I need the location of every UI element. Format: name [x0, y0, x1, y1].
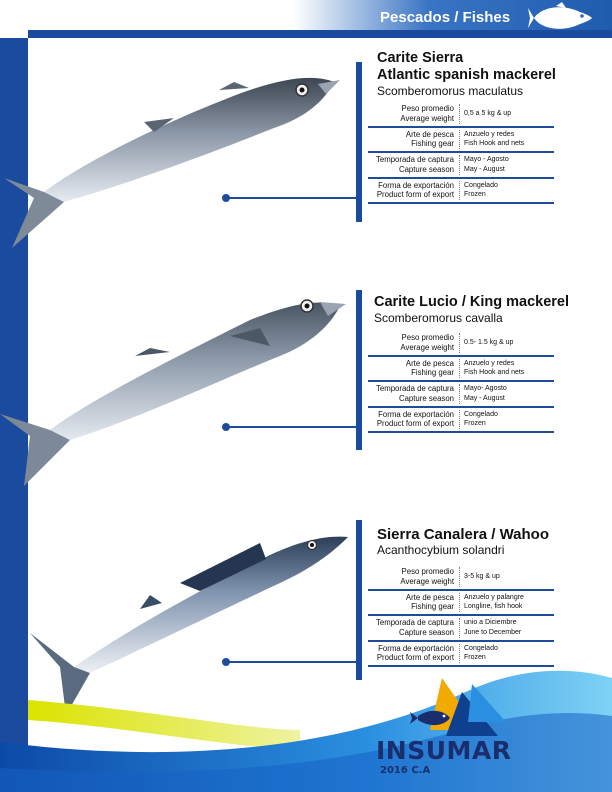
brand-name: INSUMAR — [376, 736, 512, 765]
label-es: Arte de pesca — [405, 129, 454, 139]
label-cell — [368, 384, 454, 403]
table-row — [368, 591, 554, 617]
value-1: 0.5- 1.5 kg & up — [464, 339, 514, 346]
value-2: Frozen — [464, 654, 486, 661]
table-row — [368, 565, 554, 591]
label-es: Peso promedio — [401, 104, 454, 113]
row-separator — [459, 359, 460, 379]
label-es: Temporada de captura — [375, 618, 454, 627]
table-row — [368, 408, 554, 434]
label-en: Fishing gear — [411, 368, 454, 377]
value-cell — [464, 130, 524, 149]
value-2: Frozen — [464, 420, 486, 427]
label-en: Average weight — [400, 113, 454, 123]
pointer-line — [226, 426, 356, 428]
header-underline — [28, 30, 612, 38]
value-1: Mayo - Agosto — [464, 156, 509, 163]
value-cell — [464, 618, 521, 637]
table-row — [368, 331, 554, 357]
label-en: Product form of export — [376, 419, 454, 428]
section-2-bar — [356, 290, 362, 450]
value-1: Congelado — [464, 181, 498, 189]
label-cell — [368, 618, 454, 637]
value-1: Congelado — [464, 410, 498, 418]
row-separator — [459, 104, 460, 124]
label-es: Temporada de captura — [375, 155, 454, 164]
bottom-wave-decoration — [0, 650, 612, 792]
label-en: Fishing gear — [411, 139, 454, 148]
value-1: 3-5 kg & up — [464, 573, 500, 580]
value-cell — [464, 410, 498, 429]
row-separator — [459, 593, 460, 613]
value-2: May - August — [464, 165, 505, 173]
table-row — [368, 153, 554, 179]
row-separator — [459, 181, 460, 201]
fish-1-name-line1: Carite Sierra — [377, 50, 464, 66]
value-cell — [464, 384, 507, 403]
row-separator — [459, 384, 460, 404]
value-1: Anzuelo y redes — [464, 130, 515, 138]
value-2: Fish Hook and nets — [464, 369, 525, 376]
table-row — [368, 128, 554, 154]
page-title: Pescados / Fishes — [380, 9, 511, 26]
label-es: Temporada de captura — [375, 384, 454, 393]
label-en: Capture season — [398, 627, 454, 637]
value-1: unio a Diciembre — [464, 619, 517, 626]
fish-icon — [528, 2, 594, 34]
fish-image-spanish-mackerel — [4, 62, 340, 252]
fish-2-scientific-name: Scomberomorus cavalla — [374, 311, 503, 325]
fish-3-name-line1: Sierra Canalera / Wahoo — [377, 526, 550, 543]
row-separator — [459, 130, 460, 150]
label-en: Capture season — [398, 393, 454, 403]
table-row — [368, 179, 554, 205]
pointer-line — [226, 197, 356, 199]
value-2: May - August — [464, 394, 505, 402]
label-es: Forma de exportación — [378, 180, 454, 190]
fish-1-scientific-name: Scomberomorus maculatus — [377, 84, 524, 98]
insumar-logo-mark — [410, 672, 510, 744]
label-cell — [368, 155, 454, 174]
table-row — [368, 616, 554, 642]
fish-2-name-line1: Carite Lucio / King mackerel — [374, 294, 570, 310]
fish-1-name-line2: Atlantic spanish mackerel — [377, 67, 556, 83]
table-row — [368, 382, 554, 408]
value-2: Fish Hook and nets — [464, 140, 525, 147]
label-cell — [368, 410, 454, 429]
label-es: Peso promedio — [401, 567, 454, 576]
label-en: Average weight — [400, 576, 454, 586]
value-cell — [464, 338, 513, 348]
value-cell — [464, 572, 500, 582]
fish-1-info-table — [368, 102, 554, 204]
value-cell — [464, 359, 524, 378]
value-1: 0,5 a 5 kg & up — [464, 110, 512, 117]
value-cell — [464, 109, 511, 119]
value-2: Frozen — [464, 191, 486, 198]
label-cell — [368, 333, 454, 352]
label-es: Arte de pesca — [405, 358, 454, 368]
fish-3-scientific-name: Acanthocybium solandri — [377, 543, 505, 557]
label-en: Fishing gear — [411, 602, 454, 611]
label-cell — [368, 130, 454, 149]
value-cell — [464, 155, 509, 174]
label-es: Forma de exportación — [378, 643, 454, 653]
label-en: Product form of export — [376, 653, 454, 662]
value-cell — [464, 181, 498, 200]
label-cell — [368, 104, 454, 123]
value-1: Anzuelo y palangre — [464, 593, 524, 601]
value-2: June to December — [464, 628, 522, 636]
value-1: Mayo- Agosto — [464, 385, 507, 392]
label-en: Average weight — [400, 342, 454, 352]
brand-subtitle: 2016 C.A — [380, 765, 431, 776]
section-1-bar — [356, 62, 362, 222]
fish-image-king-mackerel — [0, 290, 350, 490]
label-cell — [368, 359, 454, 378]
table-row — [368, 102, 554, 128]
label-es: Forma de exportación — [378, 409, 454, 419]
fish-2-info-table — [368, 331, 554, 433]
value-cell — [464, 593, 524, 612]
value-2: Longline, fish hook — [464, 603, 523, 610]
label-cell — [368, 181, 454, 200]
value-1: Congelado — [464, 644, 498, 652]
row-separator — [459, 410, 460, 430]
row-separator — [459, 567, 460, 587]
value-1: Anzuelo y redes — [464, 359, 515, 367]
label-en: Product form of export — [376, 190, 454, 199]
row-separator — [459, 333, 460, 353]
label-en: Capture season — [398, 164, 454, 174]
label-es: Arte de pesca — [405, 592, 454, 602]
row-separator — [459, 155, 460, 175]
label-es: Peso promedio — [401, 333, 454, 342]
row-separator — [459, 618, 460, 638]
label-cell — [368, 593, 454, 612]
table-row — [368, 357, 554, 383]
label-cell — [368, 567, 454, 586]
